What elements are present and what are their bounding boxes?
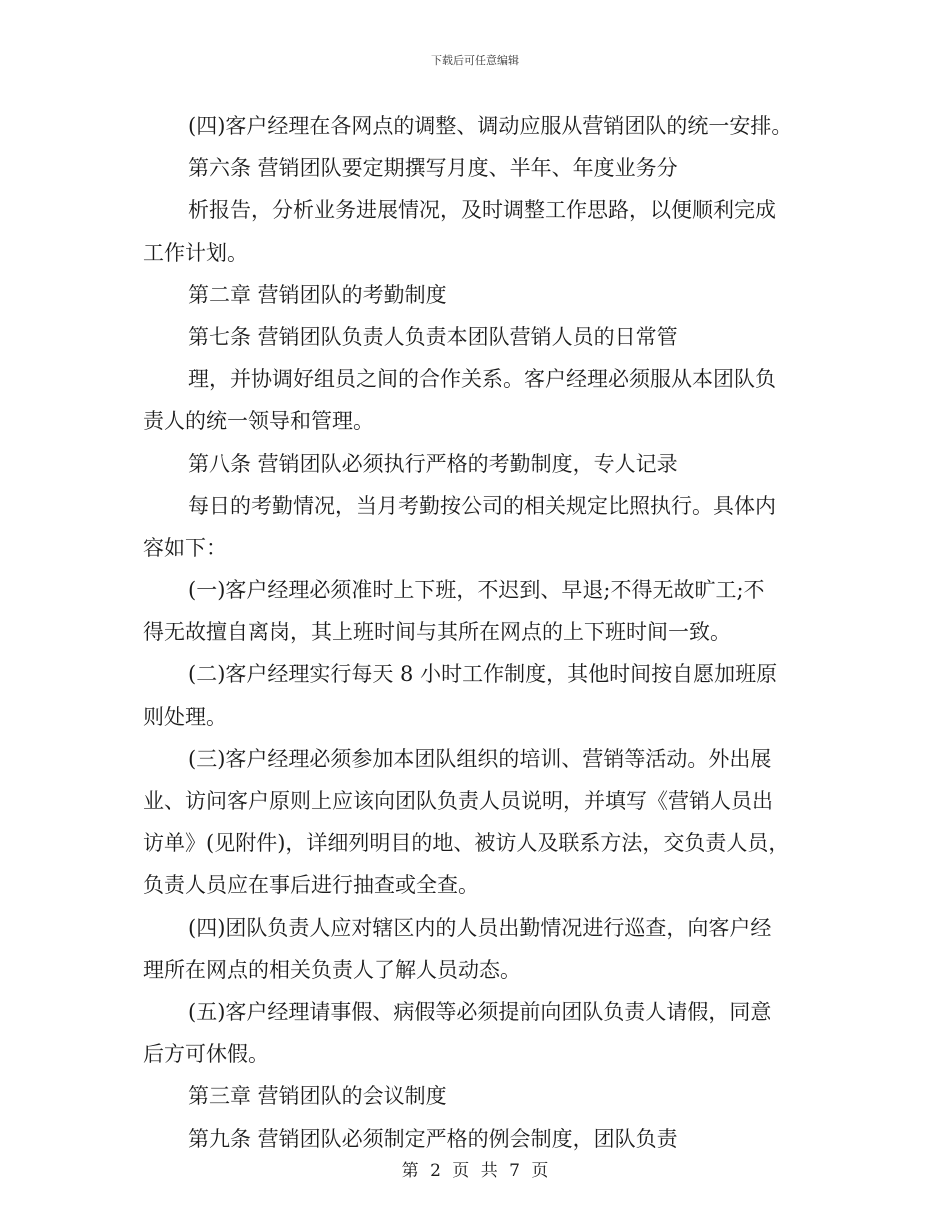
paragraph-line: 则处理。 (143, 704, 227, 729)
paragraph-line: 得无故擅自离岗，其上班时间与其所在网点的上下班时间一致。 (143, 620, 731, 645)
chapter-heading: 第三章 营销团队的会议制度 (188, 1084, 447, 1109)
document-body (143, 105, 807, 1160)
paragraph-line: 责人的统一领导和管理。 (143, 409, 374, 434)
paragraph-line: 工作计划。 (143, 240, 248, 265)
paragraph-line: (二)客户经理实行每天 8 小时工作制度，其他时间按自愿加班原 (188, 662, 778, 687)
paragraph-line: 业、访问客户原则上应该向团队负责人员说明，并填写《营销人员出 (143, 789, 773, 813)
paragraph-line: 访单》(见附件)，详细列明目的地、被访人及联系方法，交负责人员， (143, 831, 790, 856)
paragraph-line: 第七条 营销团队负责人负责本团队营销人员的日常管 (188, 324, 678, 349)
paragraph-line: 理所在网点的相关负责人了解人员动态。 (143, 957, 521, 982)
paragraph-line: 第八条 营销团队必须执行严格的考勤制度，专人记录 (188, 451, 678, 476)
paragraph-line: 负责人员应在事后进行抽查或全查。 (143, 873, 479, 898)
paragraph-line: (五)客户经理请事假、病假等必须提前向团队负责人请假，同意 (188, 999, 772, 1024)
paragraph-line: 容如下： (143, 535, 227, 560)
paragraph-line: 析报告，分析业务进展情况，及时调整工作思路，以便顺利完成 (188, 198, 776, 223)
page-footer: 第 2 页 共 7 页 (401, 1161, 549, 1181)
paragraph-line: (一)客户经理必须准时上下班，不迟到、早退;不得无故旷工;不 (188, 578, 765, 603)
paragraph-line: 第六条 营销团队要定期撰写月度、半年、年度业务分 (188, 156, 678, 181)
paragraph-line: 第九条 营销团队必须制定严格的例会制度，团队负责 (188, 1126, 678, 1151)
chapter-heading: 第二章 营销团队的考勤制度 (188, 282, 447, 307)
paragraph-line: (四)客户经理在各网点的调整、调动应服从营销团队的统一安排。 (188, 114, 793, 138)
paragraph-line: (四)团队负责人应对辖区内的人员出勤情况进行巡查，向客户经 (188, 915, 772, 940)
paragraph-line: 后方可休假。 (143, 1042, 269, 1067)
paragraph-line: (三)客户经理必须参加本团队组织的培训、营销等活动。外出展 (188, 746, 772, 771)
header-note: 下载后可任意编辑 (431, 54, 519, 67)
paragraph-line: 每日的考勤情况，当月考勤按公司的相关规定比照执行。具体内 (188, 493, 776, 518)
paragraph-line: 理，并协调好组员之间的合作关系。客户经理必须服从本团队负 (188, 367, 776, 392)
